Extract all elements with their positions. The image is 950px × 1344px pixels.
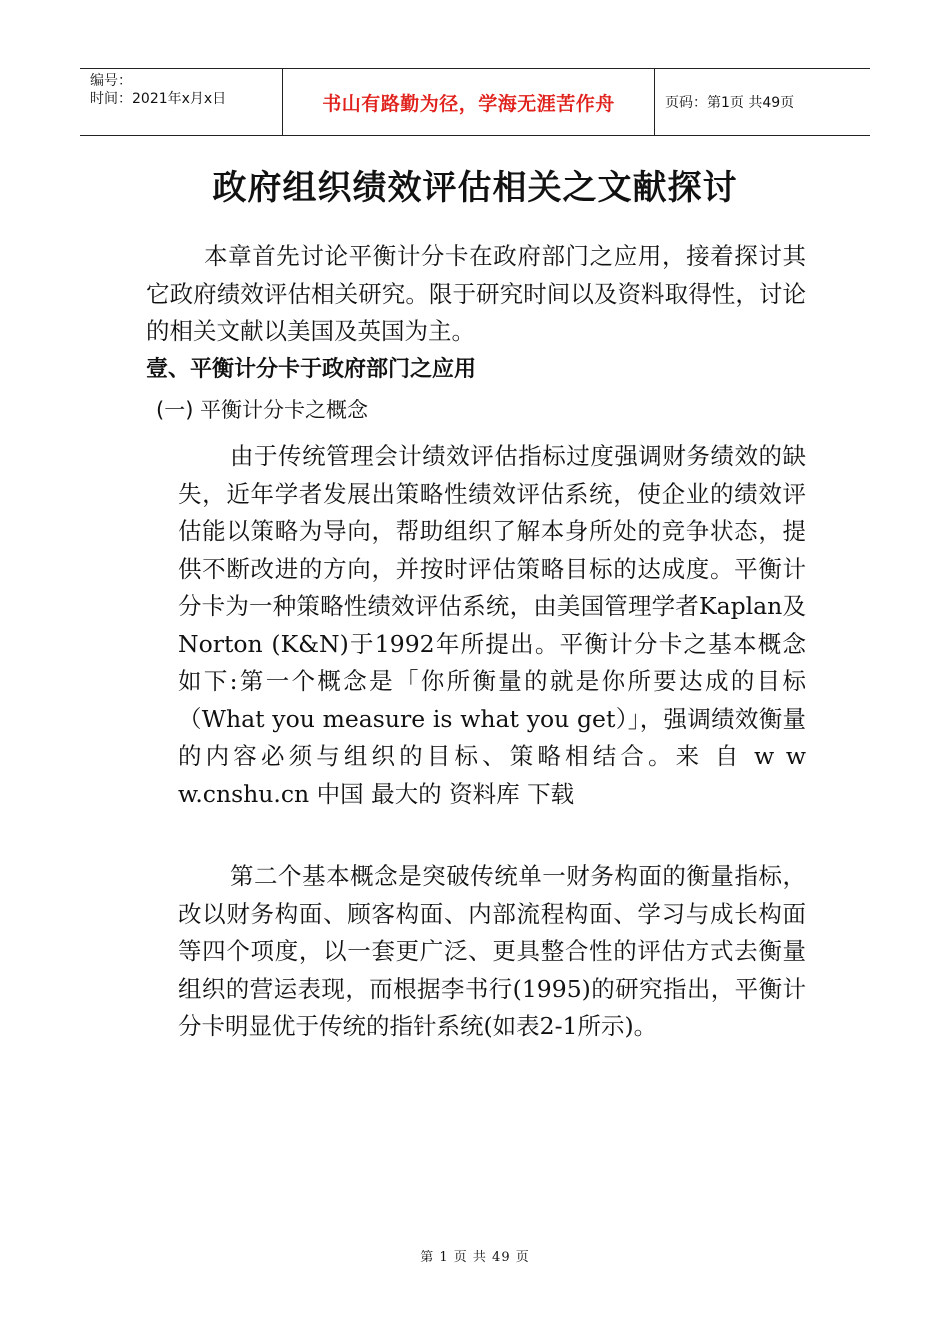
intro-paragraph: 本章首先讨论平衡计分卡在政府部门之应用，接着探讨其它政府绩效评估相关研究。限于研究时间以及资料取得性，讨论的相关文献以美国及英国为主。 bbox=[146, 242, 806, 345]
subsection-heading: (一) 平衡计分卡之概念 bbox=[156, 398, 369, 422]
document-header bbox=[80, 68, 870, 136]
document-title: 政府组织绩效评估相关之文献探讨 bbox=[212, 168, 738, 208]
body-paragraph-1: 由于传统管理会计绩效评估指标过度强调财务绩效的缺失，近年学者发展出策略性绩效评估系统，使企业的绩效评估能以策略为导向，帮助组织了解本身所处的竞争状态，提供不断改进的方向，并按时评估策略目标的达成度。平衡计分卡为一种策略性绩效评估系统，由美国管理学者Kaplan及Norton (K&N)于1992年所提出。平衡计分卡之基本概念如下:第一个概念是「你所衡量的就是你所要达成的目标（What you measure is what you get）」，强调绩效衡量的内容必须与组织的目标、策略相结合。来 自 w w w.cnshu.cn 中国 最大的 资料库 下载 bbox=[178, 442, 806, 808]
header-motto-cell bbox=[282, 69, 655, 135]
body-paragraph-2: 第二个基本概念是突破传统单一财务构面的衡量指标，改以财务构面、顾客构面、内部流程构面、学习与成长构面等四个项度，以一套更广泛、更具整合性的评估方式去衡量组织的营运表现，而根据李书行(1995)的研究指出，平衡计分卡明显优于传统的指针系统(如表2-1所示)。 bbox=[178, 862, 806, 1040]
time-label: 时间：2021年x月x日 bbox=[90, 91, 227, 107]
section-heading: 壹、平衡计分卡于政府部门之应用 bbox=[146, 357, 477, 382]
page-label: 页码：第1页 共49页 bbox=[665, 95, 795, 111]
motto-text: 书山有路勤为径，学海无涯苦作舟 bbox=[322, 92, 615, 115]
page-footer: 第 1 页 共 49 页 bbox=[420, 1250, 530, 1265]
header-info bbox=[80, 69, 282, 135]
header-page-cell bbox=[655, 69, 870, 135]
number-label: 编号： bbox=[90, 73, 132, 89]
